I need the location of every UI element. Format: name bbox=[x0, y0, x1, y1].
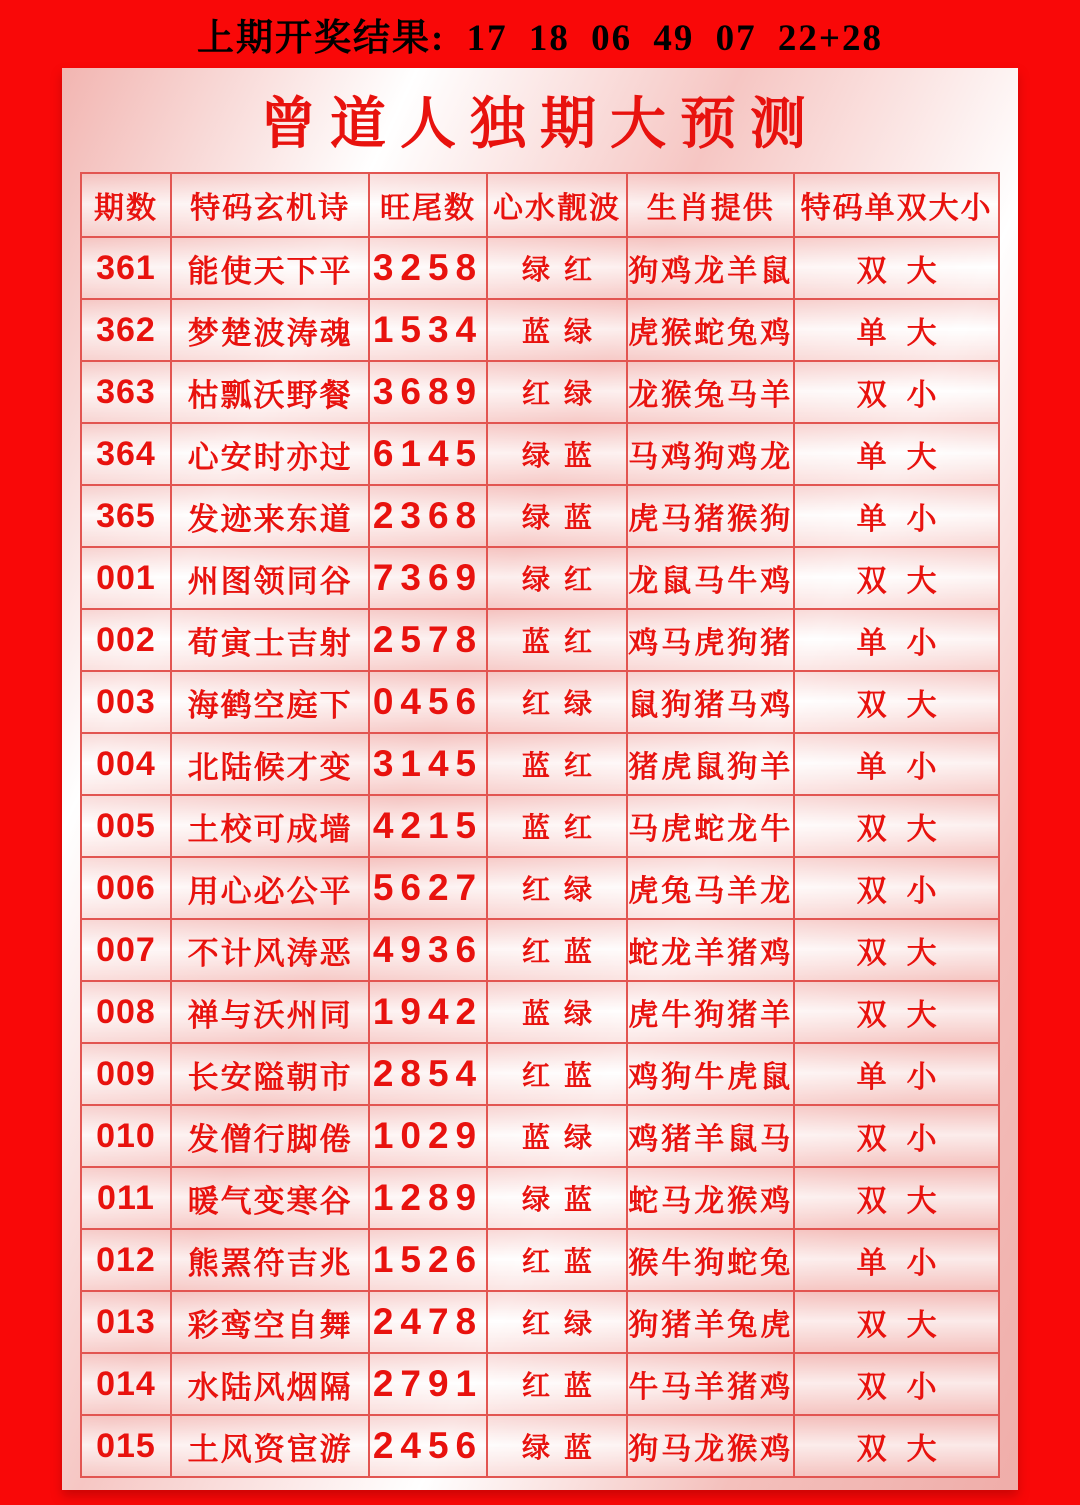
tail-cell: 4936 bbox=[369, 919, 487, 981]
size-cell: 单小 bbox=[794, 1043, 999, 1105]
size-cell: 双小 bbox=[794, 857, 999, 919]
poem-cell: 长安隘朝市 bbox=[171, 1043, 369, 1105]
issue-cell: 002 bbox=[81, 609, 171, 671]
size-cell: 单小 bbox=[794, 609, 999, 671]
zodiac-cell: 虎兔马羊龙 bbox=[627, 857, 794, 919]
tail-cell: 1942 bbox=[369, 981, 487, 1043]
table-row bbox=[81, 733, 999, 795]
tail-cell: 0456 bbox=[369, 671, 487, 733]
zodiac-cell: 猪虎鼠狗羊 bbox=[627, 733, 794, 795]
poem-cell: 心安时亦过 bbox=[171, 423, 369, 485]
tail-cell: 2456 bbox=[369, 1415, 487, 1477]
issue-cell: 365 bbox=[81, 485, 171, 547]
issue-cell: 012 bbox=[81, 1229, 171, 1291]
issue-cell: 013 bbox=[81, 1291, 171, 1353]
size-cell: 双小 bbox=[794, 361, 999, 423]
wave-cell: 蓝红 bbox=[487, 609, 627, 671]
zodiac-cell: 蛇龙羊猪鸡 bbox=[627, 919, 794, 981]
zodiac-cell: 鸡狗牛虎鼠 bbox=[627, 1043, 794, 1105]
poem-cell: 土校可成墙 bbox=[171, 795, 369, 857]
poem-cell: 梦楚波涛魂 bbox=[171, 299, 369, 361]
size-cell: 双大 bbox=[794, 919, 999, 981]
size-cell: 双大 bbox=[794, 1291, 999, 1353]
zodiac-cell: 龙猴兔马羊 bbox=[627, 361, 794, 423]
issue-cell: 361 bbox=[81, 237, 171, 299]
wave-cell: 蓝红 bbox=[487, 733, 627, 795]
tail-cell: 1289 bbox=[369, 1167, 487, 1229]
page-title: 曾道人独期大预测 bbox=[260, 94, 820, 156]
tail-cell: 2791 bbox=[369, 1353, 487, 1415]
poem-cell: 用心必公平 bbox=[171, 857, 369, 919]
table-body bbox=[81, 237, 999, 1477]
table-row bbox=[81, 1291, 999, 1353]
size-cell: 双大 bbox=[794, 671, 999, 733]
issue-cell: 364 bbox=[81, 423, 171, 485]
header-issue: 期数 bbox=[81, 173, 171, 237]
zodiac-cell: 狗猪羊兔虎 bbox=[627, 1291, 794, 1353]
header-poem: 特码玄机诗 bbox=[171, 173, 369, 237]
wave-cell: 蓝绿 bbox=[487, 981, 627, 1043]
wave-cell: 绿红 bbox=[487, 547, 627, 609]
table-row bbox=[81, 1353, 999, 1415]
wave-cell: 绿蓝 bbox=[487, 1415, 627, 1477]
poem-cell: 能使天下平 bbox=[171, 237, 369, 299]
wave-cell: 绿红 bbox=[487, 237, 627, 299]
table-row bbox=[81, 237, 999, 299]
table-row bbox=[81, 857, 999, 919]
zodiac-cell: 鸡马虎狗猪 bbox=[627, 609, 794, 671]
tail-cell: 5627 bbox=[369, 857, 487, 919]
zodiac-cell: 狗马龙猴鸡 bbox=[627, 1415, 794, 1477]
issue-cell: 005 bbox=[81, 795, 171, 857]
table-row bbox=[81, 1415, 999, 1477]
wave-cell: 红绿 bbox=[487, 361, 627, 423]
size-cell: 双大 bbox=[794, 795, 999, 857]
tail-cell: 6145 bbox=[369, 423, 487, 485]
poem-cell: 海鹤空庭下 bbox=[171, 671, 369, 733]
table-row bbox=[81, 609, 999, 671]
last-draw-banner: 上期开奖结果: 17 18 06 49 07 22+28 bbox=[197, 18, 883, 59]
size-cell: 双小 bbox=[794, 1105, 999, 1167]
poem-cell: 暖气变寒谷 bbox=[171, 1167, 369, 1229]
size-cell: 单大 bbox=[794, 423, 999, 485]
tail-cell: 1534 bbox=[369, 299, 487, 361]
table-row bbox=[81, 919, 999, 981]
size-cell: 单小 bbox=[794, 485, 999, 547]
table-row bbox=[81, 671, 999, 733]
table-row bbox=[81, 423, 999, 485]
size-cell: 单大 bbox=[794, 299, 999, 361]
size-cell: 双大 bbox=[794, 981, 999, 1043]
zodiac-cell: 牛马羊猪鸡 bbox=[627, 1353, 794, 1415]
issue-cell: 006 bbox=[81, 857, 171, 919]
header-wave: 心水靓波 bbox=[487, 173, 627, 237]
zodiac-cell: 鼠狗猪马鸡 bbox=[627, 671, 794, 733]
size-cell: 双大 bbox=[794, 237, 999, 299]
issue-cell: 001 bbox=[81, 547, 171, 609]
poem-cell: 荀寅士吉射 bbox=[171, 609, 369, 671]
table-row bbox=[81, 485, 999, 547]
wave-cell: 绿蓝 bbox=[487, 1167, 627, 1229]
zodiac-cell: 虎猴蛇兔鸡 bbox=[627, 299, 794, 361]
tail-cell: 3689 bbox=[369, 361, 487, 423]
wave-cell: 红绿 bbox=[487, 671, 627, 733]
table-row bbox=[81, 1229, 999, 1291]
wave-cell: 蓝绿 bbox=[487, 299, 627, 361]
tail-cell: 4215 bbox=[369, 795, 487, 857]
header-zodiac: 生肖提供 bbox=[627, 173, 794, 237]
wave-cell: 红蓝 bbox=[487, 1229, 627, 1291]
size-cell: 双小 bbox=[794, 1353, 999, 1415]
zodiac-cell: 马虎蛇龙牛 bbox=[627, 795, 794, 857]
wave-cell: 绿蓝 bbox=[487, 423, 627, 485]
issue-cell: 008 bbox=[81, 981, 171, 1043]
size-cell: 双大 bbox=[794, 1415, 999, 1477]
issue-cell: 014 bbox=[81, 1353, 171, 1415]
poem-cell: 枯瓢沃野餐 bbox=[171, 361, 369, 423]
zodiac-cell: 鸡猪羊鼠马 bbox=[627, 1105, 794, 1167]
wave-cell: 红绿 bbox=[487, 857, 627, 919]
poem-cell: 水陆风烟隔 bbox=[171, 1353, 369, 1415]
wave-cell: 红蓝 bbox=[487, 919, 627, 981]
issue-cell: 015 bbox=[81, 1415, 171, 1477]
zodiac-cell: 马鸡狗鸡龙 bbox=[627, 423, 794, 485]
tail-cell: 1526 bbox=[369, 1229, 487, 1291]
wave-cell: 红蓝 bbox=[487, 1043, 627, 1105]
issue-cell: 011 bbox=[81, 1167, 171, 1229]
tail-cell: 2368 bbox=[369, 485, 487, 547]
tail-cell: 2478 bbox=[369, 1291, 487, 1353]
header-row bbox=[81, 173, 999, 237]
tail-cell: 1029 bbox=[369, 1105, 487, 1167]
tail-cell: 7369 bbox=[369, 547, 487, 609]
poem-cell: 发僧行脚倦 bbox=[171, 1105, 369, 1167]
zodiac-cell: 蛇马龙猴鸡 bbox=[627, 1167, 794, 1229]
tail-cell: 3145 bbox=[369, 733, 487, 795]
poem-cell: 北陆候才变 bbox=[171, 733, 369, 795]
wave-cell: 蓝绿 bbox=[487, 1105, 627, 1167]
prediction-table bbox=[80, 172, 1000, 1478]
table-row bbox=[81, 361, 999, 423]
poem-cell: 州图领同谷 bbox=[171, 547, 369, 609]
table-row bbox=[81, 299, 999, 361]
zodiac-cell: 猴牛狗蛇兔 bbox=[627, 1229, 794, 1291]
issue-cell: 007 bbox=[81, 919, 171, 981]
issue-cell: 010 bbox=[81, 1105, 171, 1167]
tail-cell: 3258 bbox=[369, 237, 487, 299]
issue-cell: 004 bbox=[81, 733, 171, 795]
table-header bbox=[81, 173, 999, 237]
size-cell: 单小 bbox=[794, 733, 999, 795]
poem-cell: 熊罴符吉兆 bbox=[171, 1229, 369, 1291]
table-row bbox=[81, 547, 999, 609]
wave-cell: 红蓝 bbox=[487, 1353, 627, 1415]
zodiac-cell: 狗鸡龙羊鼠 bbox=[627, 237, 794, 299]
zodiac-cell: 龙鼠马牛鸡 bbox=[627, 547, 794, 609]
wave-cell: 绿蓝 bbox=[487, 485, 627, 547]
poem-cell: 发迹来东道 bbox=[171, 485, 369, 547]
table-row bbox=[81, 1105, 999, 1167]
table-row bbox=[81, 981, 999, 1043]
table-row bbox=[81, 1167, 999, 1229]
table-row bbox=[81, 795, 999, 857]
issue-cell: 362 bbox=[81, 299, 171, 361]
wave-cell: 蓝红 bbox=[487, 795, 627, 857]
poem-cell: 不计风涛恶 bbox=[171, 919, 369, 981]
table-row bbox=[81, 1043, 999, 1105]
zodiac-cell: 虎牛狗猪羊 bbox=[627, 981, 794, 1043]
issue-cell: 003 bbox=[81, 671, 171, 733]
prediction-panel bbox=[62, 68, 1018, 1490]
poem-cell: 禅与沃州同 bbox=[171, 981, 369, 1043]
issue-cell: 363 bbox=[81, 361, 171, 423]
header-tail: 旺尾数 bbox=[369, 173, 487, 237]
header-size: 特码单双大小 bbox=[794, 173, 999, 237]
tail-cell: 2578 bbox=[369, 609, 487, 671]
size-cell: 双大 bbox=[794, 1167, 999, 1229]
issue-cell: 009 bbox=[81, 1043, 171, 1105]
wave-cell: 红绿 bbox=[487, 1291, 627, 1353]
tail-cell: 2854 bbox=[369, 1043, 487, 1105]
zodiac-cell: 虎马猪猴狗 bbox=[627, 485, 794, 547]
poem-cell: 彩鸾空自舞 bbox=[171, 1291, 369, 1353]
size-cell: 双大 bbox=[794, 547, 999, 609]
poem-cell: 土风资宦游 bbox=[171, 1415, 369, 1477]
size-cell: 单小 bbox=[794, 1229, 999, 1291]
